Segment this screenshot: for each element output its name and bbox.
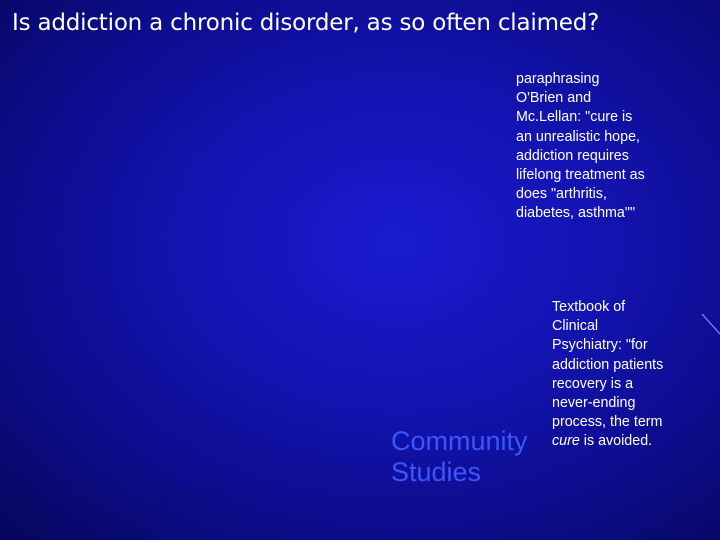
cure-emphasis: cure — [552, 433, 580, 450]
slide-title: Is addiction a chronic disorder, as so often claimed? — [12, 10, 600, 36]
obrien-quote: paraphrasing O'Brien and Mc.Lellan: "cure is an unrealistic hope, addiction requires lifelong treatment as does "arthritis, diabetes, asthma"" — [516, 71, 645, 222]
textbook-quote — [552, 298, 670, 452]
textbook-quote-end: is avoided. — [579, 433, 653, 450]
remission-formula: Rem% = (LT-C)/LT — [56, 486, 222, 508]
decorative-line — [700, 312, 720, 336]
community-studies-label: Community Studies — [391, 426, 528, 487]
textbook-quote-text: Textbook of Clinical Psychiatry: "for addiction patients recovery is a never-ending process, the term — [552, 299, 664, 431]
